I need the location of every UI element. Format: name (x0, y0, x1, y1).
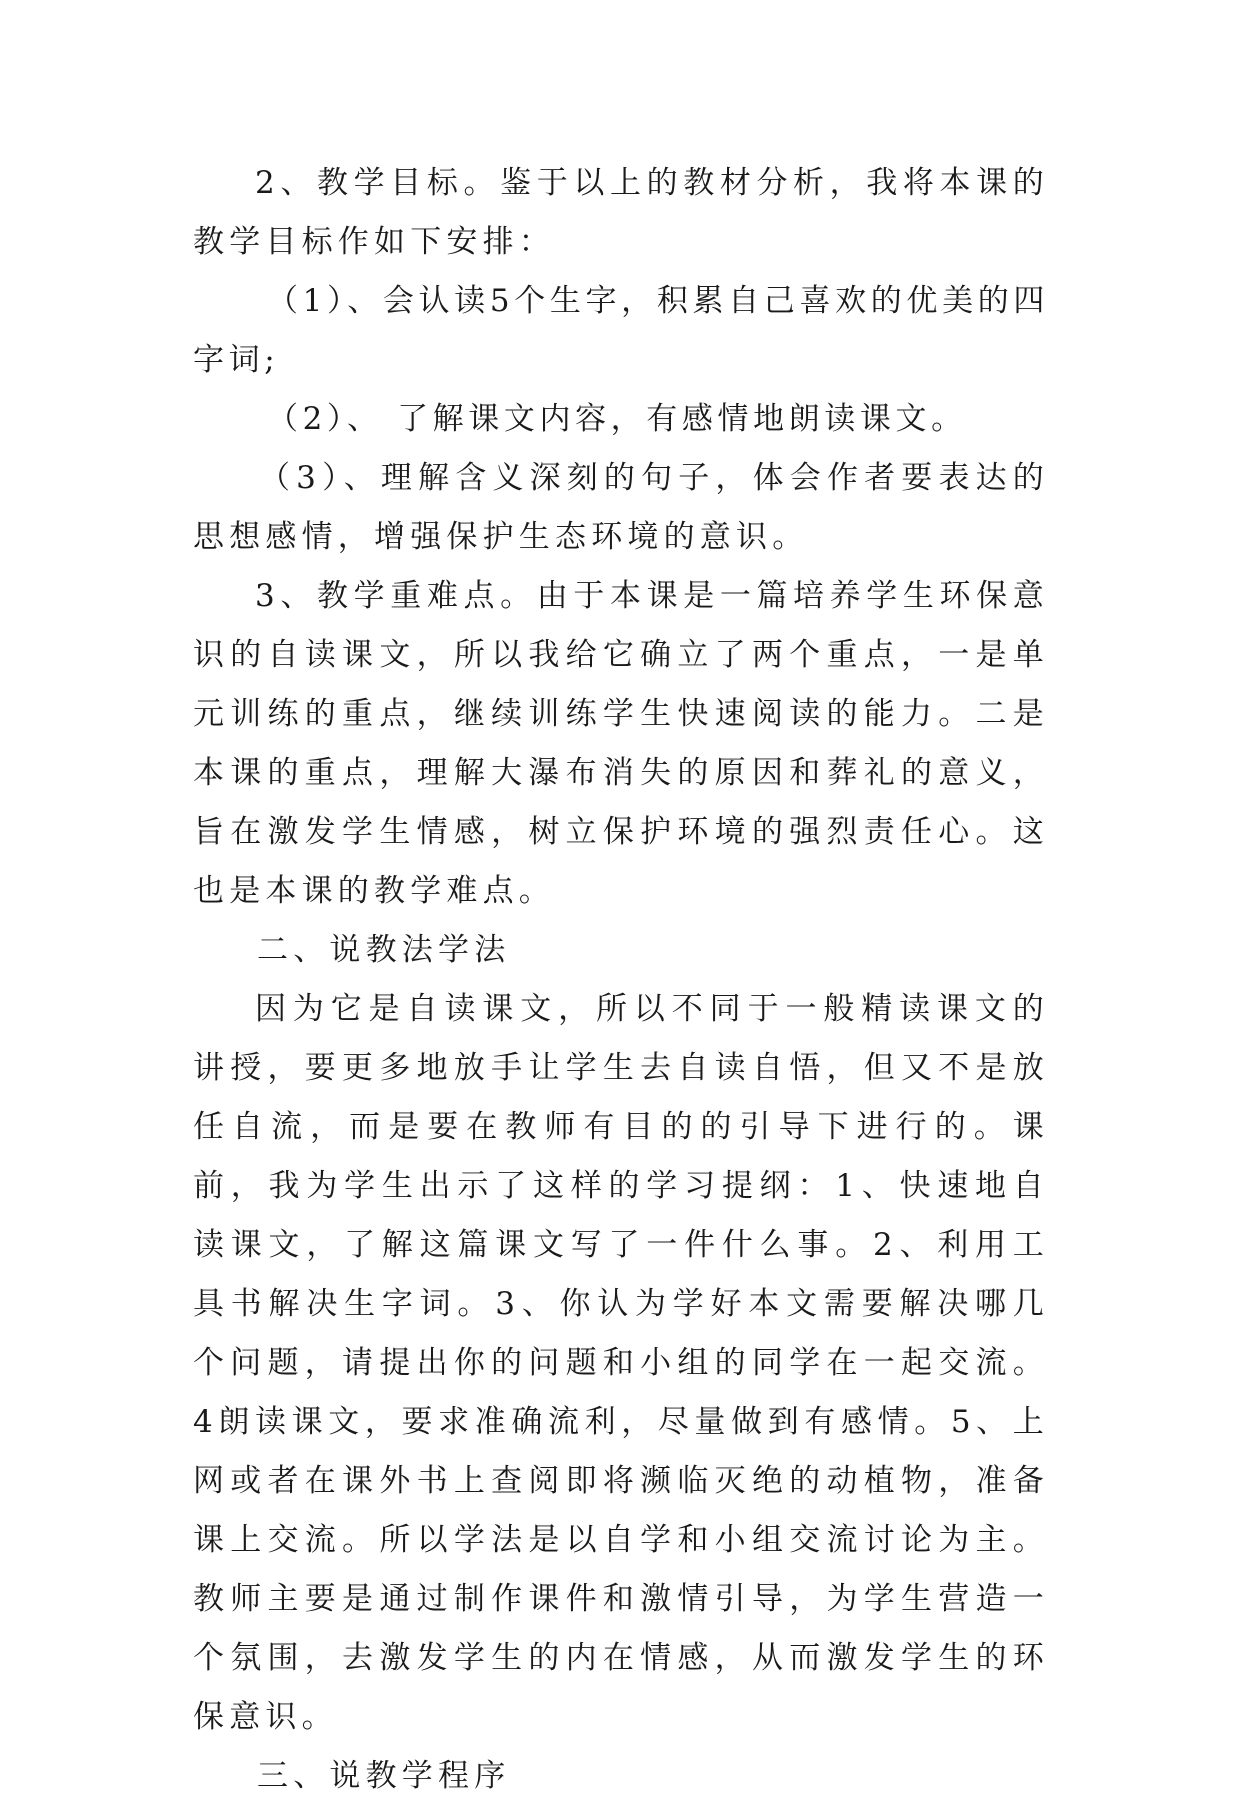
document-body (193, 154, 1049, 1806)
paragraph-key-difficulties: 3、教学重难点。由于本课是一篇培养学生环保意识的自读课文，所以我给它确立了两个重点，一是单元训练的重点，继续训练学生快速阅读的能力。二是本课的重点，理解大瀑布消失的原因和葬礼的意义，旨在激发学生情感，树立保护环境的强烈责任心。这也是本课的教学难点。 (193, 578, 1049, 909)
section-heading-procedure: 三、说教学程序 (257, 1758, 511, 1794)
section-heading-methods: 二、说教法学法 (257, 932, 511, 968)
paragraph-teaching-goals: 2、教学目标。鉴于以上的教材分析，我将本课的教学目标作如下安排： (193, 165, 1049, 260)
paragraph-methods: 因为它是自读课文，所以不同于一般精读课文的讲授，要更多地放手让学生去自读自悟，但又不是放任自流，而是要在教师有目的的引导下进行的。课前，我为学生出示了这样的学习提纲：1、快速地自读课文，了解这篇课文写了一件什么事。2、利用工具书解决生字词。3、你认为学好本文需要解决哪几个问题，请提出你的问题和小组的同学在一起交流。4朗读课文，要求准确流利，尽量做到有感情。5、上网或者在课外书上查阅即将濒临灭绝的动植物，准备课上交流。所以学法是以自学和小组交流讨论为主。教师主要是通过制作课件和激情引导，为学生营造一个氛围，去激发学生的内在情感，从而激发学生的环保意识。 (193, 991, 1049, 1735)
goal-item-1: （1）、会认读5个生字，积累自己喜欢的优美的四字词; (193, 283, 1049, 378)
goal-item-3: （3）、理解含义深刻的句子，体会作者要表达的思想感情，增强保护生态环境的意识。 (193, 460, 1049, 555)
goal-item-2: （2）、 了解课文内容，有感情地朗读课文。 (267, 401, 967, 437)
